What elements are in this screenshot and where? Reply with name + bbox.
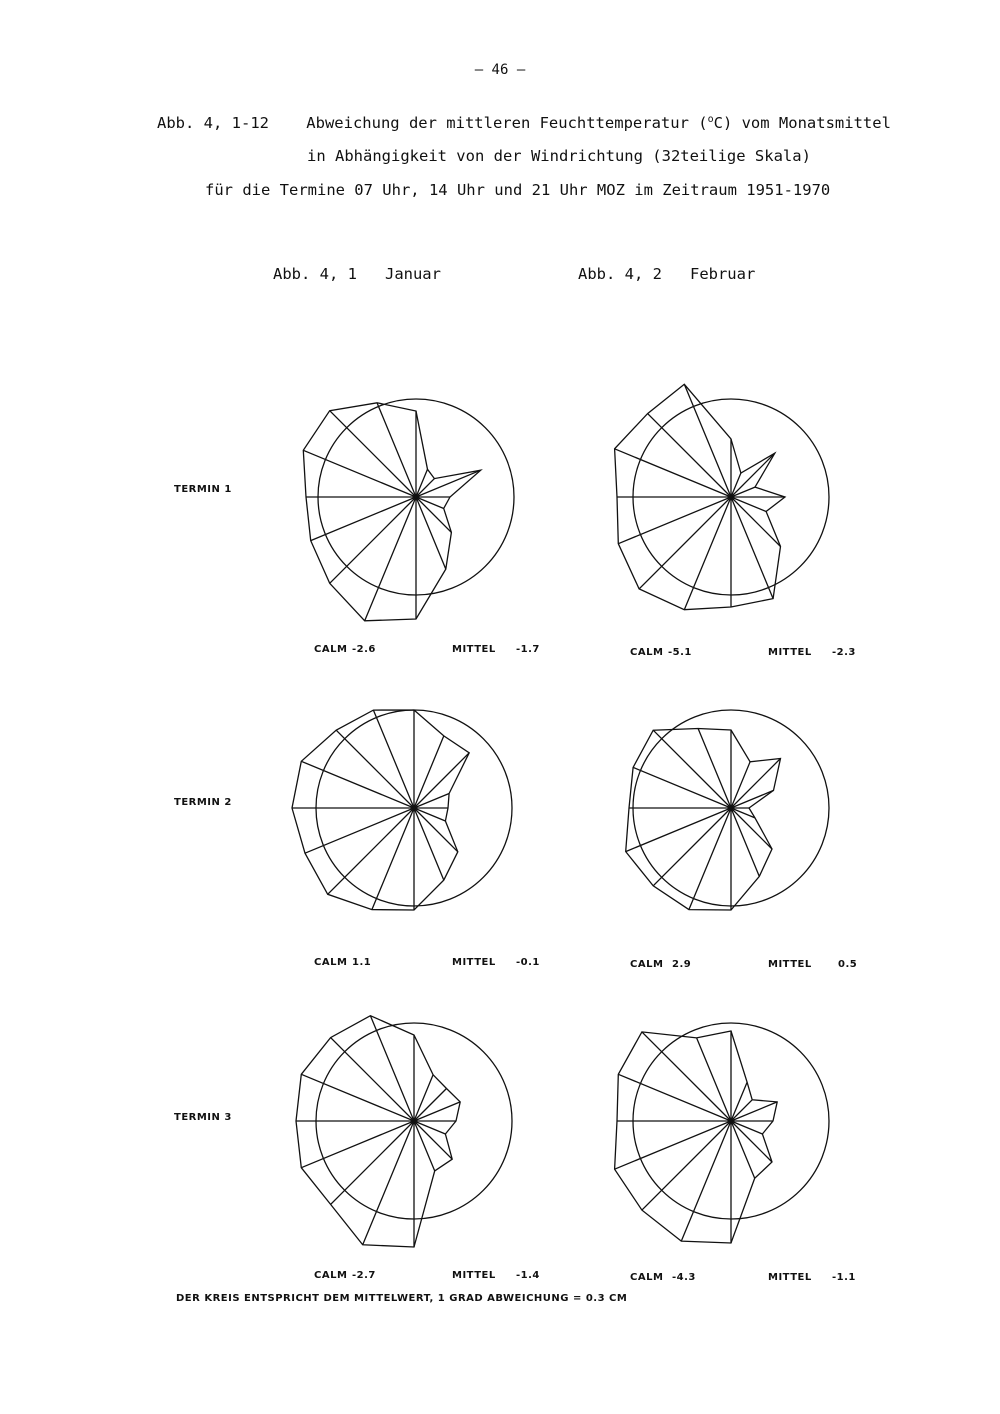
mittel-label: MITTEL	[768, 647, 812, 658]
direction-spoke	[653, 808, 731, 886]
direction-spoke	[414, 753, 469, 808]
direction-spoke	[331, 1121, 414, 1204]
deviation-polygon	[303, 403, 480, 621]
center-point	[729, 1119, 734, 1124]
direction-spoke	[731, 1121, 772, 1162]
direction-spoke	[330, 497, 416, 583]
mittel-label: MITTEL	[452, 644, 496, 655]
direction-spoke	[731, 1100, 752, 1121]
radar-panel	[626, 710, 829, 910]
radar-panel	[615, 1023, 829, 1243]
center-point	[414, 495, 419, 500]
mittel-value: -1.4	[516, 1270, 540, 1281]
deviation-polygon	[615, 1031, 778, 1243]
row-label-termin-3: TERMIN 3	[174, 1112, 232, 1123]
calm-label: CALM	[630, 1272, 664, 1283]
degree-superscript: o	[707, 114, 714, 125]
radar-panel	[615, 384, 829, 609]
direction-spoke	[330, 411, 416, 497]
mittel-label: MITTEL	[452, 1270, 496, 1281]
caption-line-2: in Abhängigkeit von der Windrichtung (32teilige Skala)	[307, 147, 811, 165]
direction-spoke	[731, 759, 781, 809]
calm-label: CALM	[314, 957, 348, 968]
column-title-januar: Abb. 4, 1 Januar	[273, 265, 441, 283]
calm-label: CALM	[630, 647, 664, 658]
center-point	[729, 495, 734, 500]
center-point	[412, 806, 417, 811]
row-label-termin-2: TERMIN 2	[174, 797, 232, 808]
mittel-value: 0.5	[838, 959, 858, 970]
direction-spoke	[331, 1038, 414, 1121]
caption-line-3: für die Termine 07 Uhr, 14 Uhr und 21 Uhr MOZ im Zeitraum 1951-1970	[205, 181, 831, 199]
direction-spoke	[653, 730, 731, 808]
calm-label: CALM	[630, 959, 664, 970]
caption-line-1-prefix: Abb. 4, 1-12 Abweichung der mittleren Feuchttemperatur (	[157, 114, 708, 133]
direction-spoke	[642, 1121, 731, 1210]
mittel-value: -0.1	[516, 957, 540, 968]
direction-spoke	[642, 1032, 731, 1121]
direction-spoke	[414, 808, 458, 852]
calm-label: CALM	[314, 1270, 348, 1281]
radar-panel	[296, 1016, 512, 1247]
caption-line-1-suffix: C) vom Monatsmittel	[713, 114, 891, 133]
direction-spoke	[414, 1089, 447, 1122]
direction-spoke	[336, 730, 414, 808]
mittel-value: -1.1	[832, 1272, 856, 1283]
calm-value: -4.3	[672, 1272, 696, 1283]
direction-spoke	[731, 808, 772, 849]
calm-value: -5.1	[668, 647, 692, 658]
radar-panel	[303, 399, 514, 621]
center-point	[412, 1119, 417, 1124]
footer-note: DER KREIS ENTSPRICHT DEM MITTELWERT, 1 GRAD ABWEICHUNG = 0.3 CM	[176, 1293, 628, 1304]
mittel-label: MITTEL	[768, 1272, 812, 1283]
direction-spoke	[639, 497, 731, 589]
direction-spoke	[731, 497, 781, 547]
calm-label: CALM	[314, 644, 348, 655]
mittel-label: MITTEL	[768, 959, 812, 970]
direction-spoke	[648, 414, 731, 497]
mittel-value: -2.3	[832, 647, 856, 658]
calm-value: -2.7	[352, 1270, 376, 1281]
radar-panel	[292, 710, 512, 910]
direction-spoke	[416, 479, 434, 497]
direction-spoke	[328, 808, 414, 894]
row-label-termin-1: TERMIN 1	[174, 484, 232, 495]
column-title-februar: Abb. 4, 2 Februar	[578, 265, 756, 283]
center-point	[729, 806, 734, 811]
mittel-label: MITTEL	[452, 957, 496, 968]
mittel-value: -1.7	[516, 644, 540, 655]
calm-value: -2.6	[352, 644, 376, 655]
calm-value: 1.1	[352, 957, 372, 968]
calm-value: 2.9	[672, 959, 692, 970]
page-number: — 46 —	[474, 62, 526, 78]
